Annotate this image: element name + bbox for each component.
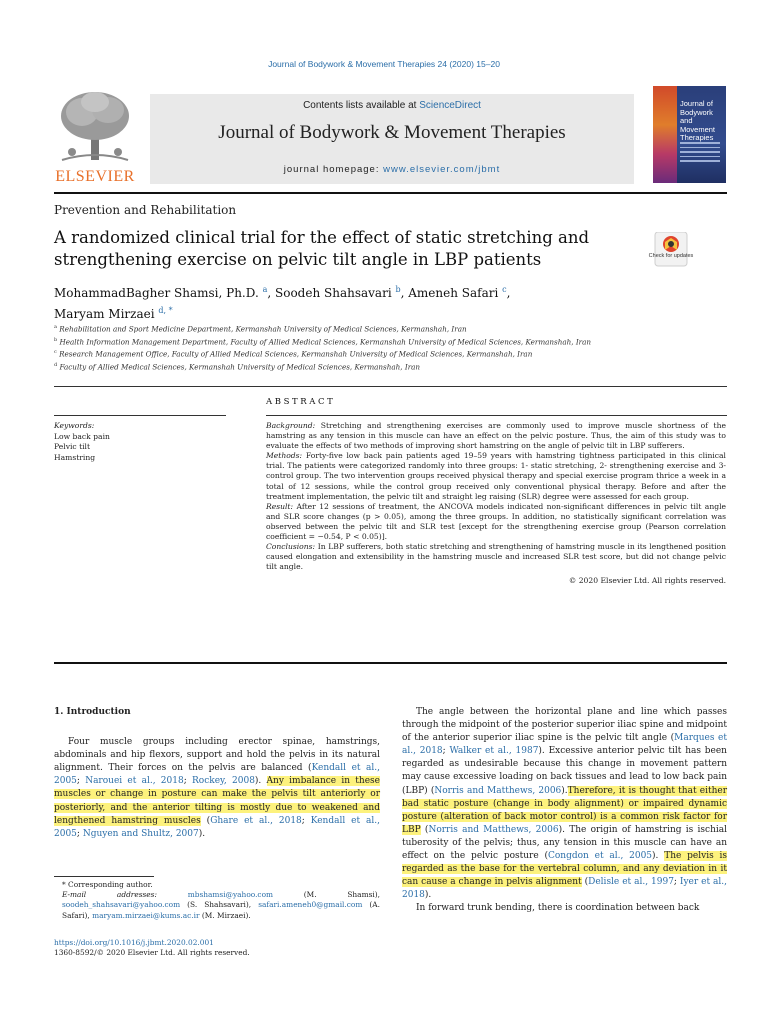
section-label: Prevention and Rehabilitation: [54, 203, 237, 217]
citation-link[interactable]: Norris and Matthews, 2006: [428, 824, 559, 835]
author-affil-marker[interactable]: b: [395, 285, 401, 294]
body-text: The angle between the horizontal plane and line which passes through the midpoint of the posterior superior iliac spine and midpoint of the anterior superior iliac spine is the pelvic tilt angle (: [402, 707, 728, 744]
contents-prefix: Contents lists available at: [303, 100, 420, 111]
journal-name: Journal of Bodywork & Movement Therapies: [218, 122, 566, 143]
citation-link[interactable]: Kendall et al., 2005: [54, 763, 380, 787]
abstract-body: [266, 421, 726, 587]
abstract-conclusions: [266, 542, 726, 572]
body-text: ).: [652, 851, 665, 862]
cover-title: Journal of Bodywork and Movement Therapies: [680, 99, 716, 142]
separator: ;: [76, 828, 83, 839]
abstract-end-rule: [54, 662, 727, 664]
abstract-section-label: Methods:: [266, 451, 303, 461]
email-owner: (S. Shahsavari),: [180, 900, 259, 910]
author-affil-marker[interactable]: a: [262, 285, 268, 294]
highlighted-text[interactable]: The pelvis is regarded as the base for the vertebral column, and any deviation in it can cause a change in pelvis alignment: [402, 851, 727, 888]
abstract-heading: ABSTRACT: [266, 397, 336, 407]
citation-link[interactable]: Rockey, 2008: [192, 776, 255, 787]
affiliation-marker: a: [54, 324, 57, 330]
abstract-methods: [266, 451, 726, 501]
contents-line: [150, 100, 634, 111]
right-column: [402, 706, 727, 916]
issn-line: 1360-8592/© 2020 Elsevier Ltd. All rights reserved.: [54, 948, 250, 958]
body-text: ). The origin of hamstring is ischial tuberosity of the pelvis; thus, any tension in this muscle can have an effect on the pelvic posture (: [402, 824, 728, 862]
affiliation-text: Health Information Management Department, Faculty of Allied Medical Sciences, Kermanshah University of Medical Sciences, Kermanshah, Iran: [59, 336, 592, 346]
affiliation-marker: c: [54, 349, 57, 356]
keyword: Pelvic tilt: [54, 442, 91, 452]
separator: ;: [301, 815, 311, 826]
separator: ;: [442, 746, 450, 757]
abstract-text: Stretching and strengthening exercises are commonly used to improve muscle shortness of the hamstring as any tension in this muscle can have an effect on the pelvic posture. Thus, the aim of this study was to evaluate the effects of two methods of improving short hamstring on the angle of pelvic tilt in LBP sufferers.: [266, 421, 726, 451]
homepage-prefix: journal homepage:: [283, 164, 384, 175]
keywords-block: [54, 421, 226, 463]
footnotes: [54, 880, 380, 921]
email-link[interactable]: soodeh_shahsavari@yahoo.com: [62, 900, 181, 910]
homepage-link[interactable]: www.elsevier.com/jbmt: [383, 164, 501, 175]
author-list: MohammadBagher Shamsi, Ph.D. $^a$, Soodeh Shahsavari $^b$, Ameneh Safari $^c$, Maryam Mirzaei $^{d, *}$: [54, 285, 511, 321]
keywords-rule: [54, 415, 226, 416]
abstract-section-label: Result:: [266, 501, 294, 511]
affiliation-text: Research Management Office, Faculty of Allied Medical Sciences, Kermanshah University of Medical Sciences, Kermanshah, Iran: [59, 349, 533, 359]
separator: ;: [673, 877, 680, 888]
body-text: (: [420, 824, 429, 835]
intro-paragraph: [54, 736, 380, 841]
citation-link[interactable]: Narouei et al., 2018: [85, 776, 184, 787]
affiliation-text: Faculty of Allied Medical Sciences, Kermanshah University of Medical Sciences, Kermanshah, Iran: [59, 362, 421, 372]
author-affil-marker[interactable]: c: [502, 285, 507, 294]
author-name[interactable]: Maryam Mirzaei: [54, 307, 155, 321]
body-text: ).: [198, 828, 206, 839]
body-text: (: [581, 877, 589, 888]
header-rule: [54, 192, 727, 194]
journal-banner: [150, 94, 634, 184]
email-owner: (A. Safari),: [62, 900, 380, 920]
affiliation: [54, 335, 694, 348]
abstract-text: In LBP sufferers, both static stretching and strengthening of hamstring muscle in its lengthened position caused elongation and extensibility in the hamstring muscle and increased SLR test score, but did not change pelvic tilt angle.: [266, 542, 726, 572]
elsevier-tree-icon: [54, 90, 136, 166]
check-for-updates-icon[interactable]: [653, 232, 689, 268]
affiliation: [54, 360, 694, 373]
author-name[interactable]: MohammadBagher Shamsi, Ph.D.: [54, 286, 259, 300]
citation-link[interactable]: Ghare et al., 2018: [210, 815, 302, 826]
abstract-copyright: © 2020 Elsevier Ltd. All rights reserved.: [568, 576, 726, 586]
left-column: [54, 706, 380, 841]
abstract-rule: [266, 415, 727, 416]
keywords-heading: Keywords:: [54, 421, 95, 430]
author-name[interactable]: Soodeh Shahsavari: [275, 286, 392, 300]
body-text: (: [200, 815, 211, 826]
citation-link[interactable]: Kendall et al., 2005: [54, 815, 381, 839]
citation-link[interactable]: Marques et al., 2018: [402, 733, 727, 757]
citation-link[interactable]: Walker et al., 1987: [449, 746, 539, 757]
body-text: ).: [561, 785, 568, 796]
body-text: ).: [424, 890, 432, 901]
email-link[interactable]: maryam.mirzaei@kums.ac.ir: [92, 910, 200, 920]
abstract-text: Forty-five low back pain patients aged 19–59 years with hamstring tightness participated in this clinical trial. The patients were categorized randomly into three groups: 1- static stretching, 2- strengthening exercise and 3-control group. The two intervention groups received physical therapy and special exercise program thrice a week in a total of 12 sessions, while the control group received only conventional physical therapy. Before and after the treatment implementation, the pelvic tilt and straight leg raising (SLR) degree were assessed for each group.: [266, 451, 726, 501]
journal-homepage: [150, 164, 634, 175]
keyword: Hamstring: [54, 452, 96, 462]
citation-link[interactable]: Nguyen and Shultz, 2007: [82, 828, 199, 839]
citation-link[interactable]: Norris and Matthews, 2006: [434, 785, 562, 796]
email-addresses: [54, 890, 380, 921]
body-paragraph: In forward trunk bending, there is coordination between back: [416, 903, 700, 914]
journal-cover-image[interactable]: [653, 86, 726, 183]
affiliation: [54, 347, 694, 360]
highlighted-text[interactable]: Any imbalance in these muscles or change in posture can make the pelvis tilt anteriorly or posteriorly, and the anterior tilting is mostly due to weakened and lengthened hamstring muscles: [54, 776, 380, 826]
abstract-section-label: Conclusions:: [266, 542, 316, 552]
affiliation: [54, 322, 694, 335]
separator: ;: [76, 776, 86, 787]
affiliation-marker: d: [54, 361, 58, 368]
body-text: ). Excessive anterior pelvic tilt has been regarded as undesirable because this change in movement pattern may cause excessive loading on back tissues and lead to low back pain (LBP) (: [402, 746, 727, 796]
separator: ;: [183, 776, 192, 787]
abstract-result: [266, 502, 726, 542]
affiliation-marker: b: [54, 336, 58, 343]
masthead: [54, 82, 728, 186]
email-owner: (M. Shamsi),: [273, 890, 380, 900]
author-affil-marker[interactable]: d, *: [158, 306, 173, 315]
email-link[interactable]: mbshamsi@yahoo.com: [187, 890, 274, 900]
email-link[interactable]: safari.ameneh0@gmail.com: [258, 900, 363, 910]
affiliation-divider: [54, 386, 727, 387]
affiliations: [54, 322, 694, 372]
body-paragraph: [402, 706, 727, 902]
elsevier-logo[interactable]: [54, 90, 136, 186]
email-owner: (M. Mirzaei).: [199, 910, 251, 920]
elsevier-wordmark: ELSEVIER: [55, 168, 135, 185]
corresponding-author-note: * Corresponding author.: [62, 880, 153, 889]
cover-stripe: [653, 86, 677, 183]
cover-lines: [680, 142, 720, 165]
running-head[interactable]: Journal of Bodywork & Movement Therapies 24 (2020) 15–20: [268, 59, 500, 69]
highlighted-text[interactable]: Therefore, it is thought that either bad static posture (change in body alignment) or impaired dynamic posture (alteration of back motor control) is a common risk factor for LBP: [402, 785, 728, 835]
check-for-updates-label[interactable]: Check for updates: [648, 253, 694, 259]
sciencedirect-link[interactable]: ScienceDirect: [419, 100, 481, 111]
author-name[interactable]: Ameneh Safari: [408, 286, 499, 300]
article-title: A randomized clinical trial for the effect of static stretching and strengthening exercise on pelvic tilt angle in LBP patients: [54, 228, 590, 269]
body-text: Four muscle groups including erector spinae, hamstrings, abdominals and hip flexors, support and hold the pelvis in its natural alignment. Their forces on the pelvis are balanced (: [54, 737, 380, 774]
affiliation-text: Rehabilitation and Sport Medicine Department, Kermanshah University of Medical Sciences, Kermanshah, Iran: [59, 324, 467, 334]
citation-link[interactable]: Delisle et al., 1997: [588, 877, 674, 888]
abstract-text: After 12 sessions of treatment, the ANCOVA models indicated non-significant differences in pelvic tilt angle and SLR score changes (p > 0.05), among the three groups. In addition, no statistically significant correlation was observed between the pelvic tilt and SLR test [except for the strengthening exercise group (Pearson correlation coefficient = −0.54, P < 0.05)].: [266, 501, 726, 542]
body-text: ).: [254, 776, 267, 787]
section-heading-introduction: 1. Introduction: [54, 707, 131, 717]
doi-block: [54, 938, 250, 959]
abstract-background: [266, 421, 726, 451]
doi-link[interactable]: https://doi.org/10.1016/j.jbmt.2020.02.001: [54, 938, 214, 947]
abstract-section-label: Background:: [266, 421, 316, 430]
citation-link[interactable]: Congdon et al., 2005: [547, 851, 653, 862]
footnote-rule: [54, 876, 154, 877]
keyword: Low back pain: [54, 431, 110, 441]
email-label: E-mail addresses:: [62, 890, 157, 900]
citation-link[interactable]: Iyer et al., 2018: [402, 877, 727, 901]
